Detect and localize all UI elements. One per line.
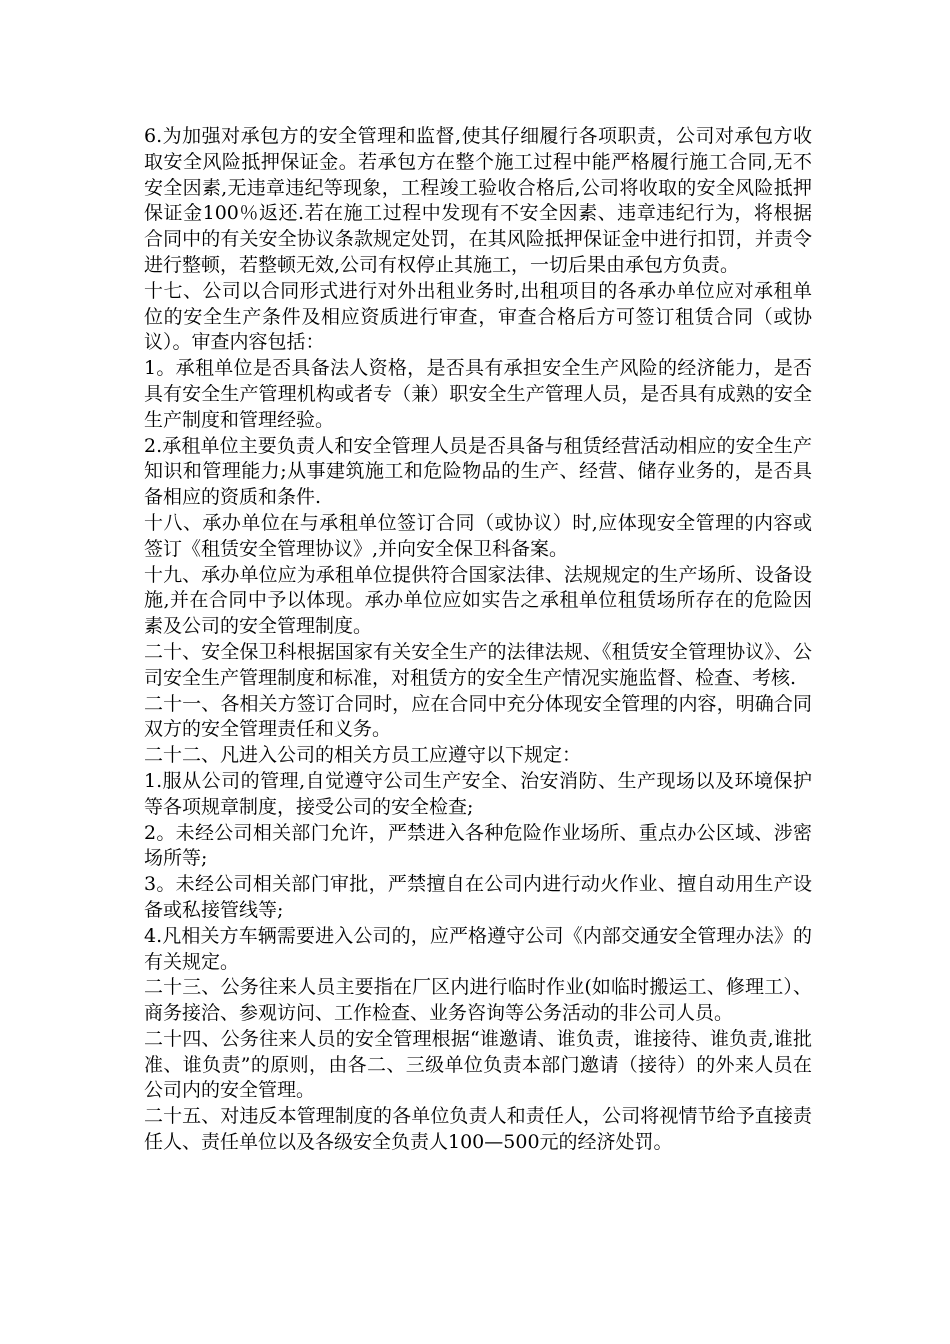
paragraph-17-item-1: 1。承租单位是否具备法人资格，是否具有承担安全生产风险的经济能力，是否具有安全生产管理机构或者专（兼）职安全生产管理人员，是否具有成熟的安全生产制度和管理经验。 (144, 357, 812, 431)
paragraph-22-item-2: 2。未经公司相关部门允许，严禁进入各种危险作业场所、重点办公区域、涉密场所等; (144, 821, 812, 870)
paragraph-18: 十八、承办单位在与承租单位签订合同（或协议）时,应体现安全管理的内容或签订《租赁安全管理协议》,并向安全保卫科备案。 (144, 511, 812, 560)
paragraph-22-item-4: 4.凡相关方车辆需要进入公司的，应严格遵守公司《内部交通安全管理办法》的有关规定。 (144, 924, 812, 973)
paragraph-6-deposit: 6.为加强对承包方的安全管理和监督,使其仔细履行各项职责，公司对承包方收取安全风险抵押保证金。若承包方在整个施工过程中能严格履行施工合同,无不安全因素,无违章违纪等现象，工程竣工验收合格后,公司将收取的安全风险抵押保证金100％返还.若在施工过程中发现有不安全因素、违章违纪行为，将根据合同中的有关安全协议条款规定处罚，在其风险抵押保证金中进行扣罚，并责令进行整顿，若整顿无效,公司有权停止其施工，一切后果由承包方负责。 (144, 125, 812, 276)
paragraph-23: 二十三、公务往来人员主要指在厂区内进行临时作业(如临时搬运工、修理工）、商务接洽、参观访问、工作检查、业务咨询等公务活动的非公司人员。 (144, 976, 812, 1025)
paragraph-17-rental-review: 十七、公司以合同形式进行对外出租业务时,出租项目的各承办单位应对承租单位的安全生产条件及相应资质进行审查，审查合格后方可签订租赁合同（或协议）。审查内容包括： (144, 279, 812, 354)
paragraph-19: 十九、承办单位应为承租单位提供符合国家法律、法规规定的生产场所、设备设施,并在合同中予以体现。承办单位应如实告之承租单位租赁场所存在的危险因素及公司的安全管理制度。 (144, 563, 812, 638)
paragraph-17-item-2: 2.承租单位主要负责人和安全管理人员是否具备与租赁经营活动相应的安全生产知识和管理能力;从事建筑施工和危险物品的生产、经营、储存业务的，是否具备相应的资质和条件. (144, 434, 812, 509)
paragraph-24: 二十四、公务往来人员的安全管理根据“谁邀请、谁负责，谁接待、谁负责,谁批准、谁负责”的原则，由各二、三级单位负责本部门邀请（接待）的外来人员在公司内的安全管理。 (144, 1027, 812, 1102)
paragraph-22: 二十二、凡进入公司的相关方员工应遵守以下规定： (144, 744, 582, 767)
document-body (144, 124, 812, 1156)
paragraph-25: 二十五、对违反本管理制度的各单位负责人和责任人，公司将视情节给予直接责任人、责任单位以及各级安全负责人100—500元的经济处罚。 (144, 1105, 812, 1154)
paragraph-20: 二十、安全保卫科根据国家有关安全生产的法律法规、《租赁安全管理协议》、公司安全生产管理制度和标准，对租赁方的安全生产情况实施监督、检查、考核. (144, 640, 812, 689)
paragraph-22-item-1: 1.服从公司的管理,自觉遵守公司生产安全、治安消防、生产现场以及环境保护等各项规章制度，接受公司的安全检查; (144, 769, 812, 818)
paragraph-22-item-3: 3。未经公司相关部门审批，严禁擅自在公司内进行动火作业、擅自动用生产设备或私接管线等; (144, 873, 812, 921)
paragraph-21: 二十一、各相关方签订合同时，应在合同中充分体现安全管理的内容，明确合同双方的安全管理责任和义务。 (144, 692, 812, 741)
